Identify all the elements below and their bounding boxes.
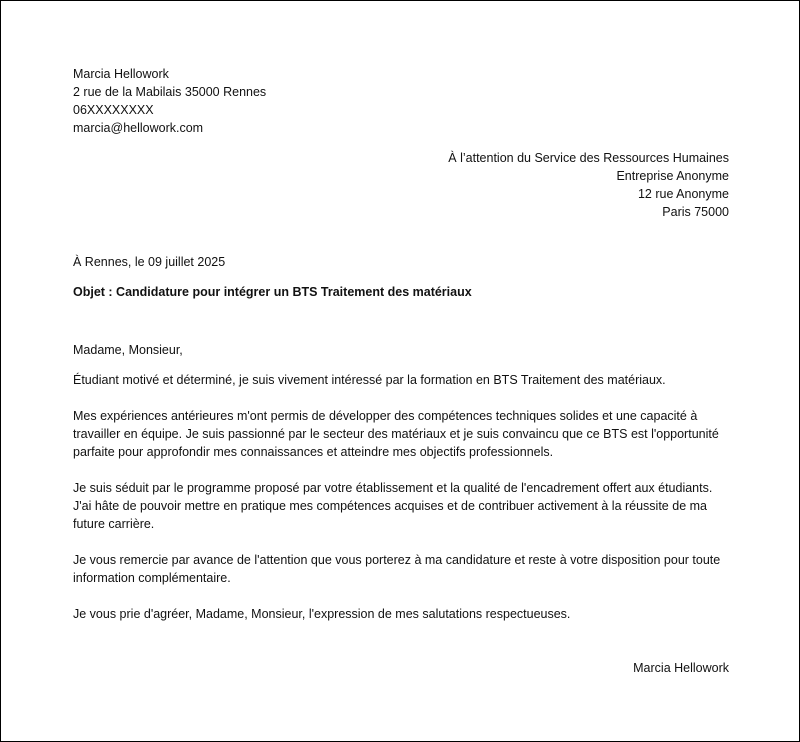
- sender-phone: 06XXXXXXXX: [73, 103, 154, 117]
- sender-block: [73, 65, 729, 137]
- body-paragraph-1: Étudiant motivé et déterminé, je suis vivement intéressé par la formation en BTS Traitement des matériaux.: [73, 373, 666, 387]
- body-paragraph-4: Je vous remercie par avance de l'attention que vous porterez à ma candidature et reste à votre disposition pour toute information complémentaire.: [73, 553, 721, 585]
- sender-name: Marcia Hellowork: [73, 67, 169, 81]
- recipient-city: Paris 75000: [662, 205, 729, 219]
- letter-content: [73, 65, 729, 677]
- subject-line: Objet : Candidature pour intégrer un BTS Traitement des matériaux: [73, 285, 472, 299]
- sender-email: marcia@hellowork.com: [73, 121, 204, 135]
- closing-formula: Je vous prie d'agréer, Madame, Monsieur, l'expression de mes salutations respectueuses.: [73, 607, 571, 621]
- recipient-street: 12 rue Anonyme: [637, 187, 729, 201]
- recipient-block: [73, 149, 729, 221]
- body-paragraph-2: Mes expériences antérieures m'ont permis de développer des compétences techniques solides et une capacité à travailler en équipe. Je suis passionné par le secteur des matériaux et je suis convaincu que ce BTS est l'opportunité parfaite pour approfondir mes connaissances et atteindre mes objectifs professionnels.: [73, 409, 719, 459]
- signature: Marcia Hellowork: [633, 661, 729, 675]
- sender-address: 2 rue de la Mabilais 35000 Rennes: [73, 85, 267, 99]
- body-paragraph-3: Je suis séduit par le programme proposé par votre établissement et la qualité de l'encadrement offert aux étudiants. J'ai hâte de pouvoir mettre en pratique mes compétences acquises et de contribuer activement à la réussite de ma future carrière.: [73, 481, 713, 531]
- date-line: À Rennes, le 09 juillet 2025: [73, 255, 226, 269]
- recipient-attention: À l’attention du Service des Ressources Humaines: [448, 151, 729, 165]
- recipient-company: Entreprise Anonyme: [616, 169, 729, 183]
- salutation: Madame, Monsieur,: [73, 343, 183, 357]
